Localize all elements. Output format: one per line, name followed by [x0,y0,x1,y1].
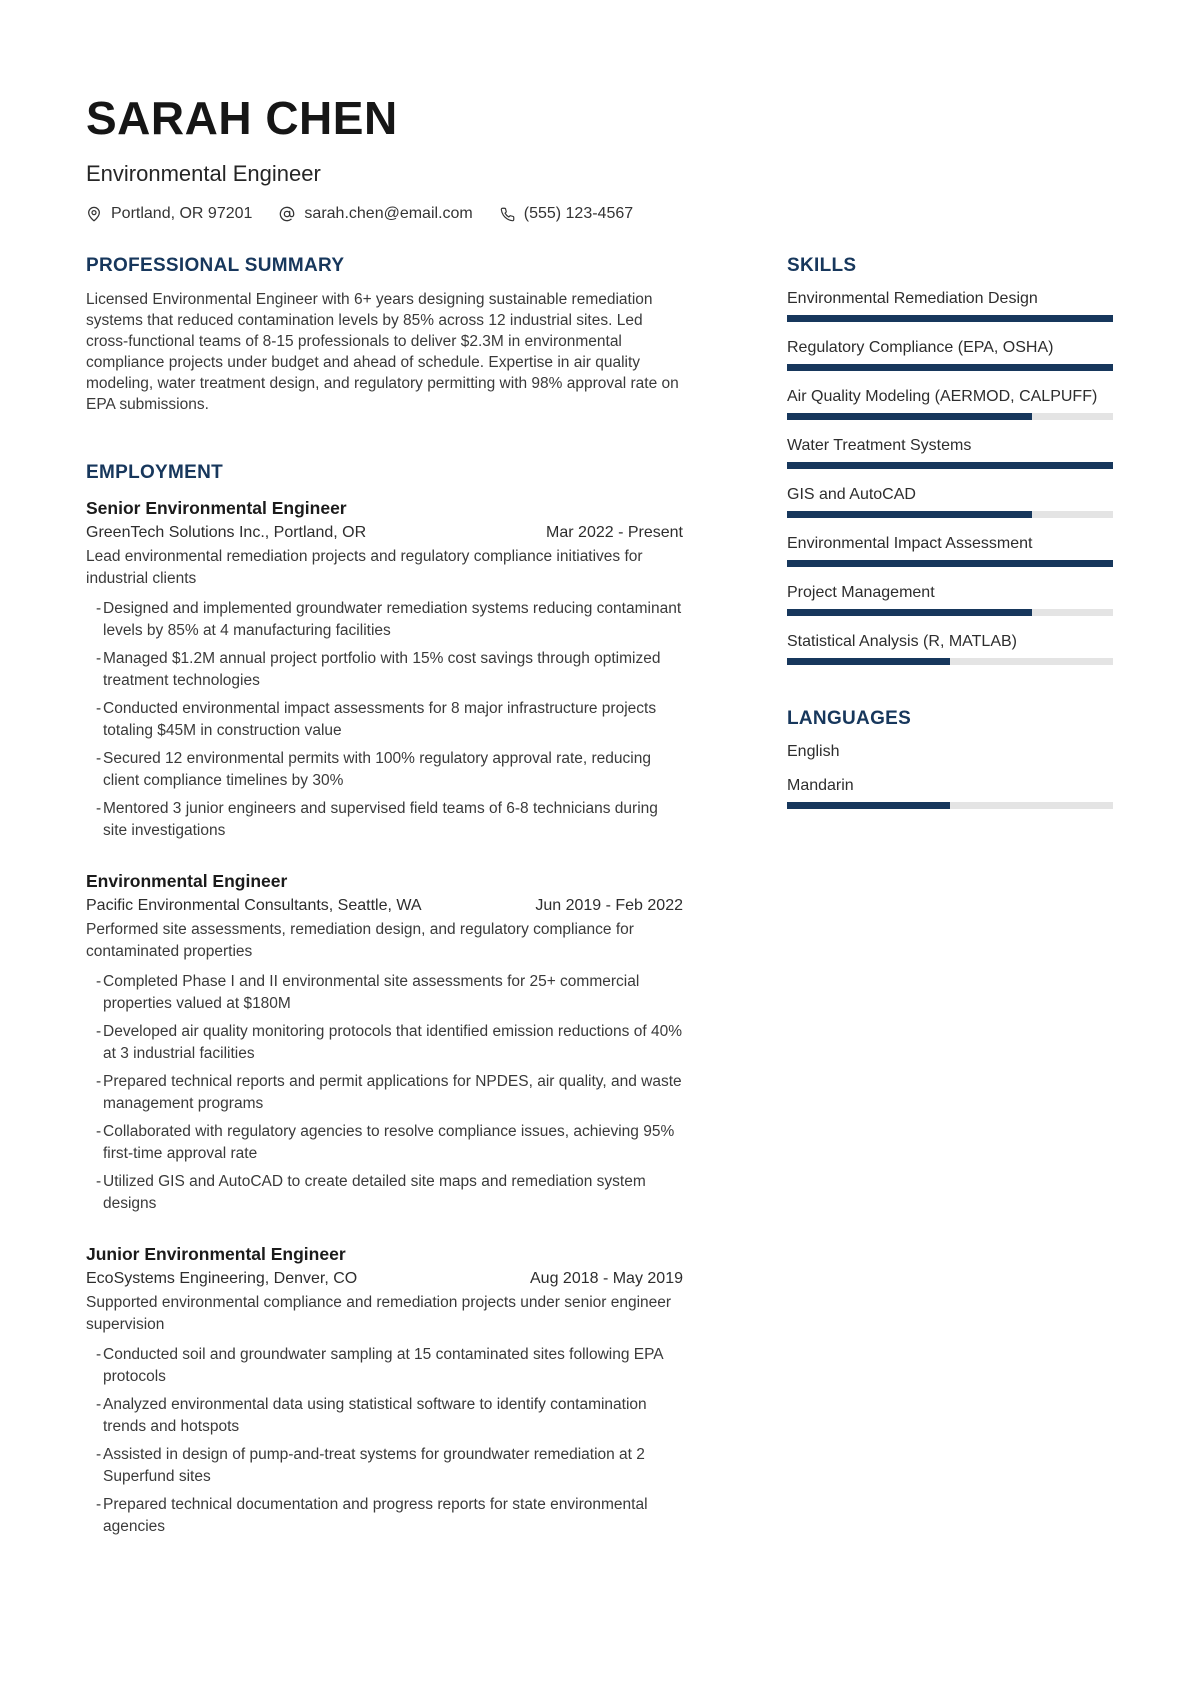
job-title: Senior Environmental Engineer [86,498,347,518]
job-title: Junior Environmental Engineer [86,1244,346,1264]
skill-item [787,338,1113,371]
bullet-dash: - [96,1346,102,1363]
skills-heading: SKILLS [787,255,857,276]
skill-item [787,289,1113,322]
skills-section [787,256,1113,665]
languages-section [787,709,1113,809]
skill-label: Air Quality Modeling (AERMOD, CALPUFF) [787,388,1098,405]
bullet-dash: - [96,1023,102,1040]
job-company: EcoSystems Engineering, Denver, CO [86,1270,358,1287]
skill-bar-track [787,462,1113,469]
job-bullet: - Prepared technical documentation and progress reports for state environmental agencies [86,1494,683,1537]
language-label: English [787,743,840,760]
language-item [787,742,1113,762]
contact-phone-text: (555) 123-4567 [523,205,634,222]
job-bullet: - Designed and implemented groundwater remediation systems reducing contaminant levels by 85% at 4 manufacturing facilities [86,598,683,641]
job-bullet: - Analyzed environmental data using statistical software to identify contamination trends and hotspots [86,1394,683,1437]
job-entry [86,1242,683,1537]
body-columns [86,256,1113,1544]
skill-label: Environmental Remediation Design [787,290,1038,307]
skill-item [787,436,1113,469]
skill-bar-track [787,560,1113,567]
skill-item [787,387,1113,420]
job-description: Performed site assessments, remediation design, and regulatory compliance for contaminated properties [86,921,634,960]
contact-location [86,205,252,223]
bullet-dash: - [96,1173,102,1190]
job-bullet-list [86,971,683,1214]
skill-label: Project Management [787,584,935,601]
column-gap [683,256,787,1544]
skill-label: Statistical Analysis (R, MATLAB) [787,633,1017,650]
bullet-dash: - [96,700,102,717]
skill-bar-fill [787,560,1113,567]
job-bullet: - Completed Phase I and II environmental site assessments for 25+ commercial properties valued at $180M [86,971,683,1014]
skill-bar-track [787,413,1113,420]
job-entry [86,869,683,1214]
skill-bar-fill [787,364,1113,371]
job-bullet: - Developed air quality monitoring protocols that identified emission reductions of 40% at 3 industrial facilities [86,1021,683,1064]
language-item [787,776,1113,809]
skill-bar-fill [787,609,1032,616]
skill-label: Water Treatment Systems [787,437,972,454]
skill-label: Regulatory Compliance (EPA, OSHA) [787,339,1054,356]
location-pin-icon [86,206,102,222]
job-bullet: - Conducted soil and groundwater sampling at 15 contaminated sites following EPA protocols [86,1344,683,1387]
phone-icon [500,207,515,222]
bullet-dash: - [96,1073,102,1090]
skill-label: Environmental Impact Assessment [787,535,1033,552]
job-company-row [86,1267,683,1291]
job-dates: Jun 2019 - Feb 2022 [535,897,683,914]
summary-text: Licensed Environmental Engineer with 6+ years designing sustainable remediation systems that reduced contamination levels by 85% across 12 industrial sites. Led cross-functional teams of 8-15 professionals to deliver $2.3M in environmental compliance projects under budget and ahead of schedule. Expertise in air quality modeling, water treatment design, and regulatory permitting with 98% approval rate on EPA submissions. [86,291,679,413]
bullet-dash: - [96,1396,102,1413]
summary-heading: PROFESSIONAL SUMMARY [86,255,345,276]
job-bullet: - Conducted environmental impact assessments for 8 major infrastructure projects totaling $45M in construction value [86,698,683,741]
skill-bar-fill [787,315,1113,322]
skill-item [787,534,1113,567]
language-bar-fill [787,802,950,809]
language-bar-track [787,802,1113,809]
bullet-dash: - [96,650,102,667]
skill-bar-fill [787,462,1113,469]
job-company-row [86,894,683,918]
sidebar-column [787,256,1113,1544]
job-company-row [86,521,683,545]
contact-phone [500,205,633,223]
job-bullet: - Utilized GIS and AutoCAD to create detailed site maps and remediation system designs [86,1171,683,1214]
skill-bar-fill [787,413,1032,420]
job-bullet: - Mentored 3 junior engineers and supervised field teams of 6-8 technicians during site investigations [86,798,683,841]
at-sign-icon [279,206,295,222]
job-company: Pacific Environmental Consultants, Seattle, WA [86,897,422,914]
contact-location-text: Portland, OR 97201 [111,205,253,222]
job-description: Supported environmental compliance and remediation projects under senior engineer supervision [86,1294,672,1333]
skill-bar-track [787,511,1113,518]
bullet-dash: - [96,1123,102,1140]
skill-label: GIS and AutoCAD [787,486,916,503]
contact-email-text: sarah.chen@email.com [304,205,473,222]
job-dates: Mar 2022 - Present [546,524,683,541]
bullet-dash: - [96,1496,102,1513]
skill-bar-fill [787,511,1032,518]
skill-bar-track [787,609,1113,616]
job-title: Environmental Engineer [86,871,288,891]
professional-summary-section [86,256,683,415]
employment-section [86,463,683,1537]
skill-item [787,632,1113,665]
job-entry [86,496,683,841]
skill-bar-fill [787,658,950,665]
skill-item [787,583,1113,616]
skill-bar-track [787,364,1113,371]
job-description: Lead environmental remediation projects and regulatory compliance initiatives for industrial clients [86,548,643,587]
job-company: GreenTech Solutions Inc., Portland, OR [86,524,367,541]
languages-heading: LANGUAGES [787,708,912,729]
bullet-dash: - [96,600,102,617]
job-bullet-list [86,598,683,841]
main-column [86,256,683,1544]
resume-header [86,92,1113,223]
bullet-dash: - [96,800,102,817]
bullet-dash: - [96,750,102,767]
job-bullet: - Collaborated with regulatory agencies to resolve compliance issues, achieving 95% first-time approval rate [86,1121,683,1164]
candidate-name: SARAH CHEN [86,92,398,144]
job-bullet: - Prepared technical reports and permit applications for NPDES, air quality, and waste management programs [86,1071,683,1114]
job-bullet: - Assisted in design of pump-and-treat systems for groundwater remediation at 2 Superfund sites [86,1444,683,1487]
job-bullet: - Managed $1.2M annual project portfolio with 15% cost savings through optimized treatment technologies [86,648,683,691]
candidate-title: Environmental Engineer [86,161,321,186]
contact-email [279,205,472,223]
employment-heading: EMPLOYMENT [86,462,224,483]
contact-row [86,205,1113,223]
bullet-dash: - [96,973,102,990]
skill-bar-track [787,658,1113,665]
job-dates: Aug 2018 - May 2019 [530,1270,683,1287]
language-label: Mandarin [787,777,854,794]
job-bullet: - Secured 12 environmental permits with 100% regulatory approval rate, reducing client compliance timelines by 30% [86,748,683,791]
job-bullet-list [86,1344,683,1537]
skill-item [787,485,1113,518]
skill-bar-track [787,315,1113,322]
bullet-dash: - [96,1446,102,1463]
